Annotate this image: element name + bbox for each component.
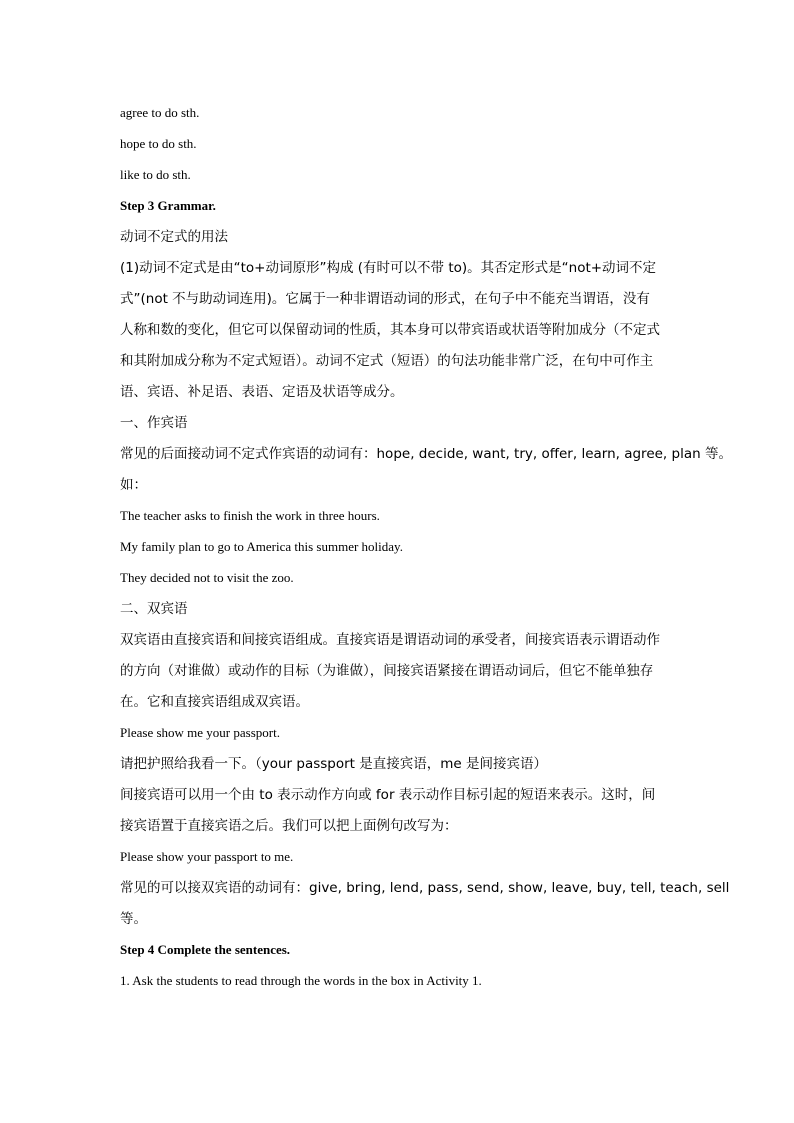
paragraph-line: 式”(not 不与助动词连用)。它属于一种非谓语动词的形式，在句子中不能充当谓语，没有: [120, 291, 650, 307]
paragraph-line: 语、宾语、补足语、表语、定语及状语等成分。: [120, 384, 404, 400]
text-line: hope to do sth.: [120, 136, 197, 151]
subsection-heading: 二、双宾语: [120, 601, 188, 617]
text-line: 动词不定式的用法: [120, 229, 228, 245]
text-line: 1. Ask the students to read through the words in the box in Activity 1.: [120, 973, 482, 988]
paragraph-line: 在。它和直接宾语组成双宾语。: [120, 694, 309, 710]
paragraph-line: 接宾语置于直接宾语之后。我们可以把上面例句改写为：: [120, 818, 458, 834]
paragraph-line: 人称和数的变化，但它可以保留动词的性质，其本身可以带宾语或状语等附加成分（不定式: [120, 322, 660, 338]
paragraph-line: 常见的可以接双宾语的动词有：give, bring, lend, pass, send, show, leave, buy, tell, teach, sell: [120, 880, 730, 896]
subsection-heading: 一、作宾语: [120, 415, 188, 431]
paragraph-line: 间接宾语可以用一个由 to 表示动作方向或 for 表示动作目标引起的短语来表示。这时，间: [120, 787, 656, 803]
paragraph-line: 等。: [120, 911, 147, 927]
section-heading: Step 4 Complete the sentences.: [120, 942, 291, 957]
paragraph-line: (1)动词不定式是由“to+动词原形”构成 (有时可以不带 to)。其否定形式是“not+动词不定: [120, 260, 657, 276]
example-sentence: Please show me your passport.: [120, 725, 280, 740]
text-line: like to do sth.: [120, 167, 191, 182]
example-sentence: My family plan to go to America this summer holiday.: [120, 539, 403, 554]
example-sentence: They decided not to visit the zoo.: [120, 570, 294, 585]
paragraph-line: 的方向（对谁做）或动作的目标（为谁做），间接宾语紧接在谓语动词后，但它不能单独存: [120, 663, 654, 679]
example-sentence: The teacher asks to finish the work in three hours.: [120, 508, 380, 523]
section-heading: Step 3 Grammar.: [120, 198, 216, 213]
example-sentence: Please show your passport to me.: [120, 849, 294, 864]
text-line: agree to do sth.: [120, 105, 200, 120]
paragraph-line: 常见的后面接动词不定式作宾语的动词有：hope, decide, want, try, offer, learn, agree, plan 等。: [120, 446, 732, 462]
paragraph-line: 请把护照给我看一下。（your passport 是直接宾语，me 是间接宾语）: [120, 756, 548, 772]
paragraph-line: 双宾语由直接宾语和间接宾语组成。直接宾语是谓语动词的承受者，间接宾语表示谓语动作: [120, 632, 660, 648]
paragraph-line: 和其附加成分称为不定式短语）。动词不定式（短语）的句法功能非常广泛，在句中可作主: [120, 353, 654, 369]
text-line: 如：: [120, 477, 147, 493]
